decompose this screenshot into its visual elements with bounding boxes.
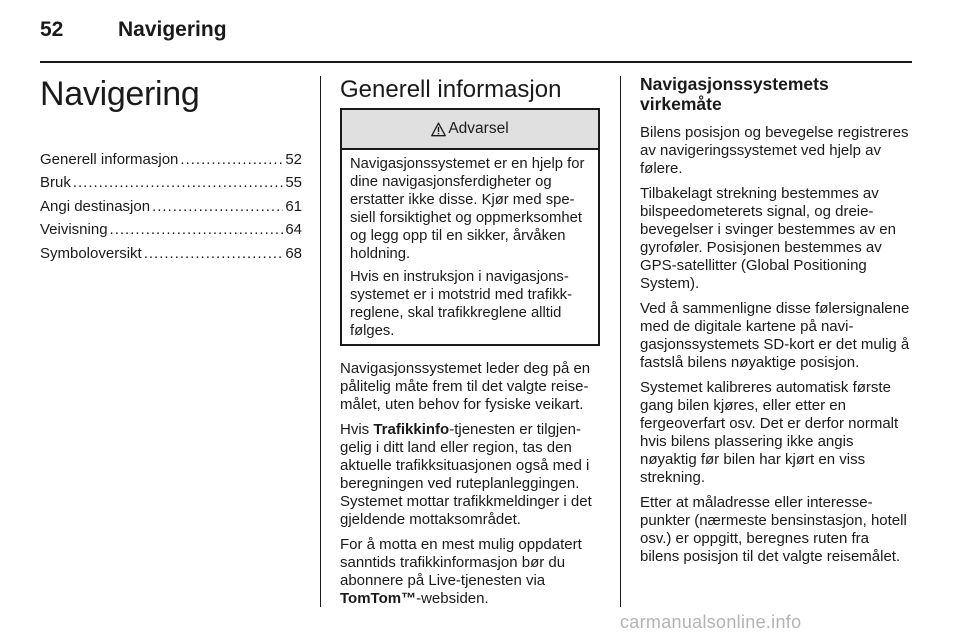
header-rule <box>40 61 912 63</box>
subsection-title: Navigasjonssystemets virkemåte <box>640 74 829 114</box>
toc-item-label: Angi destinasjon <box>40 197 151 215</box>
general-info-column <box>340 74 604 607</box>
warning-body <box>342 150 598 341</box>
toc-item[interactable] <box>40 171 302 194</box>
body-paragraph: Ved å sammenligne disse følersignalene med de digitale kartene på navigasjonssystemets SD-kort er det mulig å fastslå bilens nøyaktige posisjon. <box>640 300 910 371</box>
watermark: carmanualsonline.info <box>620 612 802 632</box>
text-run: Hvis <box>340 421 374 438</box>
toc-item-label: Bruk <box>40 174 71 192</box>
toc-column <box>40 74 302 262</box>
warning-paragraph: Navigasjonssystemet er en hjelp for dine navigasjonsferdigheter og erstatter ikke disse. Kjør med spesiell forsiktighet og oppmerksomhet og legg opp til en sikker, årvåken holdning. <box>350 156 585 262</box>
warning-paragraph: Hvis en instruksjon i navigasjonssystemet er i motstrid med trafikkreglene, skal trafikkreglene alltid følges. <box>350 269 573 340</box>
toc-item[interactable] <box>40 218 302 241</box>
column-divider <box>620 76 621 607</box>
body-paragraph: Navigasjonssystemet leder deg på en pålitelig måte frem til det valgte reisemålet, uten behov for fysiske veikart. <box>340 360 591 413</box>
general-body <box>340 360 604 615</box>
toc-leader <box>144 242 284 265</box>
toc-item-label: Generell informasjon <box>40 151 179 168</box>
body-paragraph <box>340 421 604 529</box>
toc-item-page: 52 <box>285 151 302 168</box>
trafikkinfo-term: Trafikkinfo <box>373 421 450 438</box>
toc-item[interactable] <box>40 195 302 218</box>
toc-item-page: 61 <box>285 197 302 215</box>
body-paragraph: Systemet kalibreres automatisk første gang bilen kjøres, eller etter en fergeoverfart osv. Det er derfor normalt hvis bilens plassering ikke angis nøyaktig før bilen har kjørt en viss strekning. <box>640 379 899 486</box>
toc-leader <box>180 148 283 171</box>
toc-item-page: 55 <box>285 174 302 192</box>
toc-item[interactable] <box>40 242 302 265</box>
body-paragraph: Bilens posisjon og bevegelse registreres av navigeringssystemet ved hjelp av følere. <box>640 124 909 177</box>
tomtom-term: TomTom™ <box>340 590 417 607</box>
toc-item-label: Symboloversikt <box>40 244 142 262</box>
body-paragraph: Etter at måladresse eller interessepunkter (nærmeste bensinstasjon, hotell osv.) er oppgitt, beregnes ruten fra bilens posisjon til det valgte reisemålet. <box>640 494 907 565</box>
page-number: 52 <box>40 18 64 41</box>
header-title: Navigering <box>118 18 227 41</box>
toc-leader <box>152 195 283 218</box>
section-title: Generell informasjon <box>340 76 562 103</box>
function-body <box>640 124 912 573</box>
toc-item[interactable] <box>40 148 302 171</box>
toc-leader <box>110 218 284 241</box>
chapter-title: Navigering <box>40 75 200 113</box>
warning-box <box>340 108 600 346</box>
warning-triangle-icon <box>431 122 446 137</box>
toc-leader <box>73 171 283 194</box>
text-run: -tjenesten er tilgjengelig i ditt land eller region, tas den aktuelle trafikksituasjonen også med i beregningen ved ruteplanleggingen. Systemet mottar trafikkmeldinger i det gjeldende mottaksområdet. <box>340 421 592 528</box>
toc-item-page: 64 <box>285 221 302 239</box>
function-column <box>640 74 912 565</box>
warning-title: Advarsel <box>448 120 509 137</box>
text-run: For å motta en mest mulig oppdatert sanntids trafikkinformasjon bør du abonnere på Live-tjenesten via <box>340 536 582 589</box>
column-divider <box>320 76 321 607</box>
text-run: -websiden. <box>416 590 489 607</box>
body-paragraph <box>340 536 604 608</box>
toc-item-label: Veivisning <box>40 221 108 239</box>
warning-header <box>342 110 598 150</box>
page-header <box>40 18 912 62</box>
body-paragraph: Tilbakelagt strekning bestemmes av bilspeedometerets signal, og dreiebevegelser i svinger bestemmes av en gyroføler. Posisjonen bestemmes av GPS-satellitter (Global Positioning System). <box>640 185 896 292</box>
toc-item-page: 68 <box>285 244 302 262</box>
toc-list <box>40 148 302 265</box>
